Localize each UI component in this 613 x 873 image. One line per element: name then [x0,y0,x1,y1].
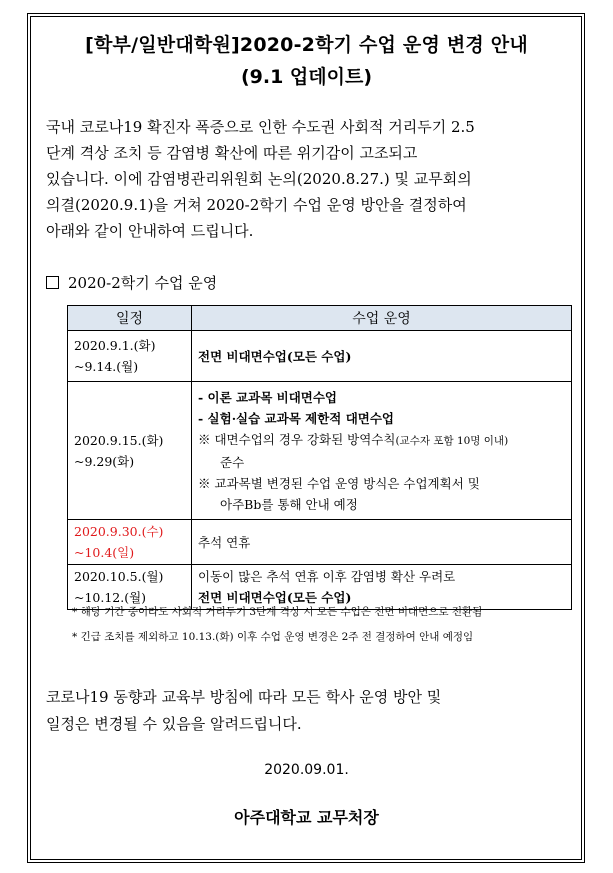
table-row [68,520,572,565]
date-end: ~10.4(일) [74,545,135,560]
date-end: ~9.14.(월) [74,359,139,374]
footnote: * 해당 기간 중이라도 사회적 거리두기 3단계 격상 시 모든 수업은 전면 비대면으로 전환됨 [72,606,483,618]
section-title: 2020-2학기 수업 운영 [68,274,218,292]
footnotes [72,600,482,650]
intro-line: 단계 격상 조치 등 감염병 확산에 따른 위기감이 고조되고 [46,144,418,162]
content-line: 준수 [220,454,245,470]
content-text: ※ 대면수업의 경우 강화된 방역수칙 [198,431,396,447]
notice-subtitle: (9.1 업데이트) [240,66,373,88]
issue-date: 2020.09.01. [264,762,349,778]
date-end: ~10.12.(월) [74,590,147,605]
date-cell [68,331,192,382]
content-cell [192,331,572,382]
signer: 아주대학교 교무처장 [234,808,379,827]
content-line: 이동이 많은 추석 연휴 이후 감염병 확산 우려로 [198,569,456,584]
notice-title: [학부/일반대학원]2020-2학기 수업 운영 변경 안내 [85,34,528,56]
intro-line: 아래와 같이 안내하여 드립니다. [46,222,254,240]
content-text: 전면 비대면수업(모든 수업) [198,348,352,364]
content-line: ※ 교과목별 변경된 수업 운영 방식은 수업계획서 및 [198,475,480,491]
date-cell-holiday [68,520,192,565]
content-line [198,429,565,452]
date-end: ~9.29(화) [74,453,135,469]
intro-line: 국내 코로나19 확진자 폭증으로 인한 수도권 사회적 거리두기 2.5 [46,118,475,136]
checkbox-square-icon [46,276,59,289]
table-row [68,382,572,520]
intro-line: 의결(2020.9.1)을 거쳐 2020-2학기 수업 운영 방안을 결정하여 [46,196,467,214]
schedule-table [67,305,572,610]
section-heading [46,272,217,293]
closing-line: 일정은 변경될 수 있음을 알려드립니다. [46,715,302,733]
content-small-text: (교수자 포함 10명 이내) [395,434,509,447]
content-line: - 실험·실습 교과목 제한적 대면수업 [198,410,394,426]
closing-paragraph [46,684,441,738]
content-cell [192,382,572,520]
content-line: - 이론 교과목 비대면수업 [198,389,337,405]
header-class-operation: 수업 운영 [192,306,572,331]
date-start: 2020.9.30.(수) [74,524,164,539]
content-text: 추석 연휴 [198,534,251,550]
date-start: 2020.10.5.(월) [74,569,164,584]
content-cell [192,520,572,565]
content-line: 아주Bb를 통해 안내 예정 [220,496,358,512]
footnote: * 긴급 조치를 제외하고 10.13.(화) 이후 수업 운영 변경은 2주 전 결정하여 안내 예정임 [72,631,474,643]
table-header-row [68,306,572,331]
header-schedule: 일정 [68,306,192,331]
date-start: 2020.9.15.(화) [74,432,164,448]
date-start: 2020.9.1.(화) [74,338,156,353]
intro-paragraph [46,114,576,244]
content-line: 전면 비대면수업(모든 수업) [198,590,352,605]
table-row [68,331,572,382]
closing-line: 코로나19 동향과 교육부 방침에 따라 모든 학사 운영 방안 및 [46,688,442,706]
date-cell [68,382,192,520]
intro-line: 있습니다. 이에 감염병관리위원회 논의(2020.8.27.) 및 교무회의 [46,170,472,188]
